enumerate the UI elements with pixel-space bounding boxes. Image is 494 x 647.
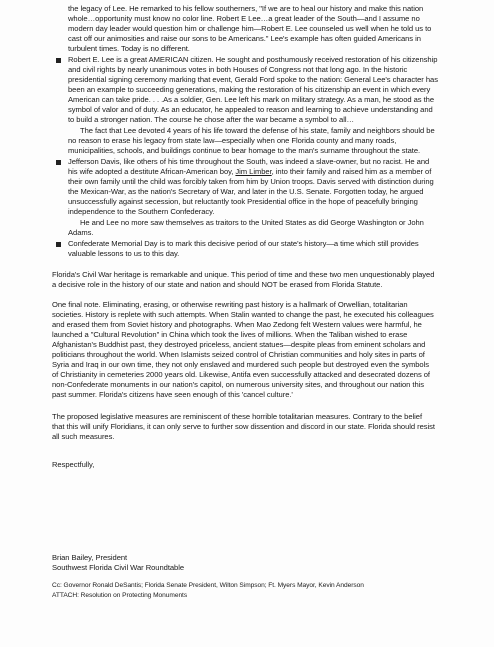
- cc-line: Cc: Governor Ronald DeSantis; Florida Senate President, Wilton Simpson; Ft. Myers Mayor, Kevin Anderson: [52, 582, 364, 589]
- text-line: Jefferson Davis, like others of his time throughout the South, was indeed a slave-owner, but no racist. He and: [68, 157, 430, 166]
- text-line: [68, 167, 431, 177]
- square-bullet-icon: [56, 58, 61, 63]
- text-line: the Mexican-War, as the nation's Secretary of War, and later in the U.S. Senate. Forgotten today, he argued: [68, 187, 424, 196]
- text-line: politicians throughout the world. When Islamists seized control of Christian communities and holy sites in parts of: [52, 350, 425, 359]
- closing-salutation: Respectfully,: [52, 460, 95, 469]
- text-line: turbulent times. Today is no different.: [68, 44, 190, 53]
- text-line: Adams.: [68, 228, 94, 237]
- text-line: The proposed legislative measures are reminiscent of these horrible totalitarian measures. Contrary to the belief: [52, 412, 423, 421]
- text-line: modern day leader would question him or challenge him—Robert E. Lee counseled us well when he told us to: [68, 24, 432, 33]
- text-line: all such measures.: [52, 432, 115, 441]
- attachment-line: ATTACH: Resolution on Protecting Monuments: [52, 592, 188, 599]
- text-line: cast off our animosities and raise our sons to be Americans." Lee's example has often guided Americans in: [68, 34, 421, 43]
- text-line: non-Confederate monuments in our nation's capitol, on numerous university sites, and throughout our nation this: [52, 380, 425, 389]
- text-line: Afghanistan's Buddhist past, they destroyed priceless, ancient statues—despite pleas from eminent scholars and: [52, 340, 426, 349]
- text-line: Robert E. Lee is a great AMERICAN citizen. He sought and posthumously received restoration of his citizenship: [68, 55, 438, 64]
- text-line: societies. History is replete with such attempts. When Stalin wanted to change the past, he executed his colleagues: [52, 310, 434, 319]
- text-line: of Christianity in cemeteries 2000 years old. Likewise, Antifa even successfully attacked and desecrated dozens of: [52, 370, 430, 379]
- text-line: a decisive role in the history of our state and nation and should NOT be erased from Florida Statute.: [52, 280, 383, 289]
- text-line: symbol of valor and of duty. As an educator, he appealed to reason and learning to achieve understanding and: [68, 105, 433, 114]
- text-line: been an example to succeeding generations, making the restoration of his citizenship an event in which every: [68, 85, 431, 94]
- text-line: The fact that Lee devoted 4 years of his life toward the defense of his state, family and neighbors should be: [80, 126, 435, 135]
- text-line: and erased them from Soviet history and photographs. When Mao Zedong felt Western values were harmful, he: [52, 320, 422, 329]
- text-line: municipalities, schools, and buildings continue to bear homage to the man's surname throughout the state.: [68, 146, 421, 155]
- square-bullet-icon: [56, 242, 61, 247]
- jim-limber-link[interactable]: Jim Limber: [235, 167, 272, 176]
- text-line: unsuccessfully against secession, but reluctantly took Presidential office in the hope of peacefully bringing: [68, 197, 418, 206]
- text-line: Confederate Memorial Day is to mark this decisive period of our state's history—a time which still provides: [68, 239, 419, 248]
- text-line: American can take pride. . . .As a soldier, Gen. Lee left his mark on military strategy. As a man, he stood as the: [68, 95, 435, 104]
- text-line: launched a "Cultural Revolution" in China which took the lives of millions. When the Taliban wished to erase: [52, 330, 408, 339]
- text-line: Syria and Iraq in our own time, they not only enslaved and murdered such people but destroyed even the symbols: [52, 360, 429, 369]
- text-line: One final note. Eliminating, erasing, or otherwise rewriting past history is a hallmark of Orwellian, totalitarian: [52, 300, 408, 309]
- text-line: independence to the Southern Confederacy.: [68, 207, 215, 216]
- text-line: He and Lee no more saw themselves as traitors to the United States as did George Washington or John: [80, 218, 424, 227]
- square-bullet-icon: [56, 160, 61, 165]
- text-line: no reason to erase his legacy from state law—especially when one Florida county and many roads,: [68, 136, 397, 145]
- text-line: valuable lessons to us to this day.: [68, 249, 180, 258]
- text-line: presidential signing ceremony marking that event, Gerald Ford spoke to the nation: General Lee's character has: [68, 75, 438, 84]
- signer-name: Brian Bailey, President: [52, 553, 128, 562]
- text-line: past summer. Florida's citizens have seen enough of this 'cancel culture.': [52, 390, 293, 399]
- text-line: whole…opportunity must know no color line. Robert E Lee…a great leader of the South—and I assume no: [68, 14, 420, 23]
- text-line: the legacy of Lee. He remarked to his fellow southerners, "If we are to heal our history and make this nation: [68, 4, 424, 13]
- signer-organization: Southwest Florida Civil War Roundtable: [52, 563, 185, 572]
- text-segment: his wife adopted a destitute African-American boy,: [68, 167, 236, 176]
- text-segment: , into their family and raised him as a member of: [271, 167, 432, 176]
- text-line: Florida's Civil War heritage is remarkable and unique. This period of time and these two men unquestionably played: [52, 270, 435, 279]
- text-line: to build a stronger nation. The course he chose after the war became a symbol to all…: [68, 115, 355, 124]
- text-line: their own family until the child was forcibly taken from him by Union troops. Davis served with distinction during: [68, 177, 434, 186]
- text-line: and civil rights by nearly unanimous votes in both Houses of Congress not that long ago. In the historic: [68, 65, 408, 74]
- text-line: that this will unify Floridians, it can only serve to further sow dissention and discord in our state. Florida should resist: [52, 422, 435, 431]
